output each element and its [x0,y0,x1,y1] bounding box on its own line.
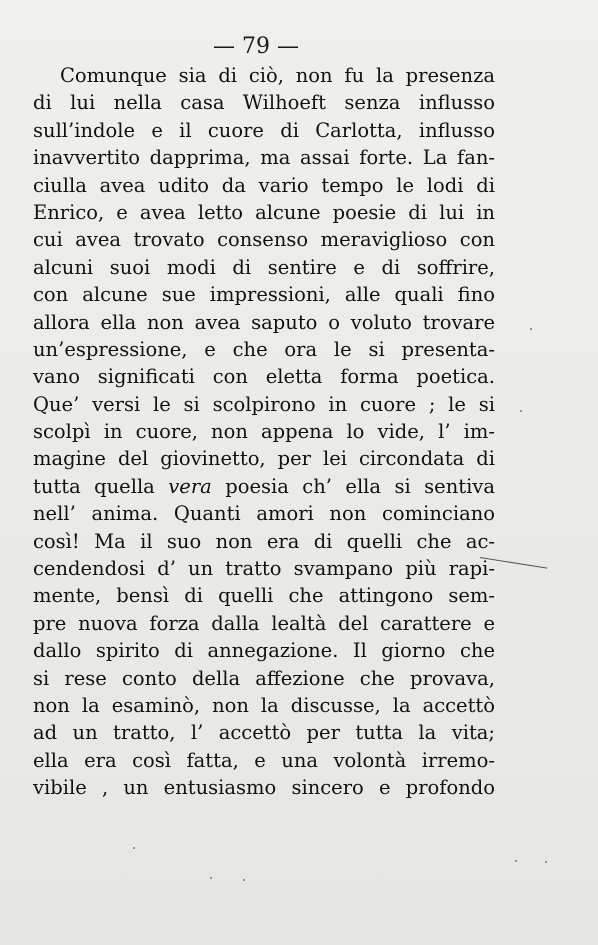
text-line: ciulla avea udito da vario tempo le lodi di [33,173,495,197]
text-line: Comunque sia di ciò, non fu la presenza [60,64,495,87]
text-line: nell’ anima. Quanti amori non cominciano [33,502,495,526]
text-segment: tutta quella [33,474,169,498]
text-line: dallo spirito di annegazione. Il giorno che [33,639,495,663]
text-line: sull’indole e il cuore di Carlotta, influsso [33,118,495,142]
text-line: inavvertito dapprima, ma assai forte. La fan- [33,146,495,170]
body-text [33,62,495,802]
page-number: — 79 — [213,34,299,59]
text-line: Que’ versi le si scolpirono in cuore ; le si [33,392,495,416]
italic-word: vera [168,474,212,498]
paper-speck [133,847,135,849]
paper-speck [520,410,522,412]
text-line: ad un tratto, l’ accettò per tutta la vita; [33,721,495,745]
paper-speck [530,328,532,330]
text-line: si rese conto della affezione che provava, [33,666,495,690]
paper-speck [243,879,245,881]
text-line: di lui nella casa Wilhoeft senza influsso [33,91,495,115]
text-line: vibile , un entusiasmo sincero e profondo [33,776,495,800]
paper-speck [545,861,547,863]
text-line: mente, bensì di quelli che attingono sem- [33,584,495,608]
text-line: non la esaminò, non la discusse, la accettò [33,693,495,717]
text-line: alcuni suoi modi di sentire e di soffrire, [33,255,495,279]
text-line: Enrico, e avea letto alcune poesie di lui in [33,200,495,224]
text-line: con alcune sue impressioni, alle quali fino [33,283,495,307]
text-line [33,473,495,500]
text-line: ella era così fatta, e una volontà irremo- [33,748,495,772]
text-line: allora ella non avea saputo o voluto trovare [33,310,495,334]
text-line: scolpì in cuore, non appena lo vide, l’ im- [33,420,495,444]
text-segment: poesia ch’ ella si sentiva [211,474,495,498]
paper-speck [210,877,212,879]
text-line: un’espressione, e che ora le si presenta- [33,337,495,361]
paper-speck [515,860,517,862]
text-line: così! Ma il suo non era di quelli che ac- [33,529,495,553]
text-line: cendendosi d’ un tratto svampano più rapi- [33,557,495,581]
text-line: magine del giovinetto, per lei circondata di [33,447,495,471]
text-line: vano significati con eletta forma poetica. [33,365,495,389]
text-line: cui avea trovato consenso meraviglioso con [33,228,495,252]
text-line: pre nuova forza dalla lealtà del carattere e [33,611,495,635]
